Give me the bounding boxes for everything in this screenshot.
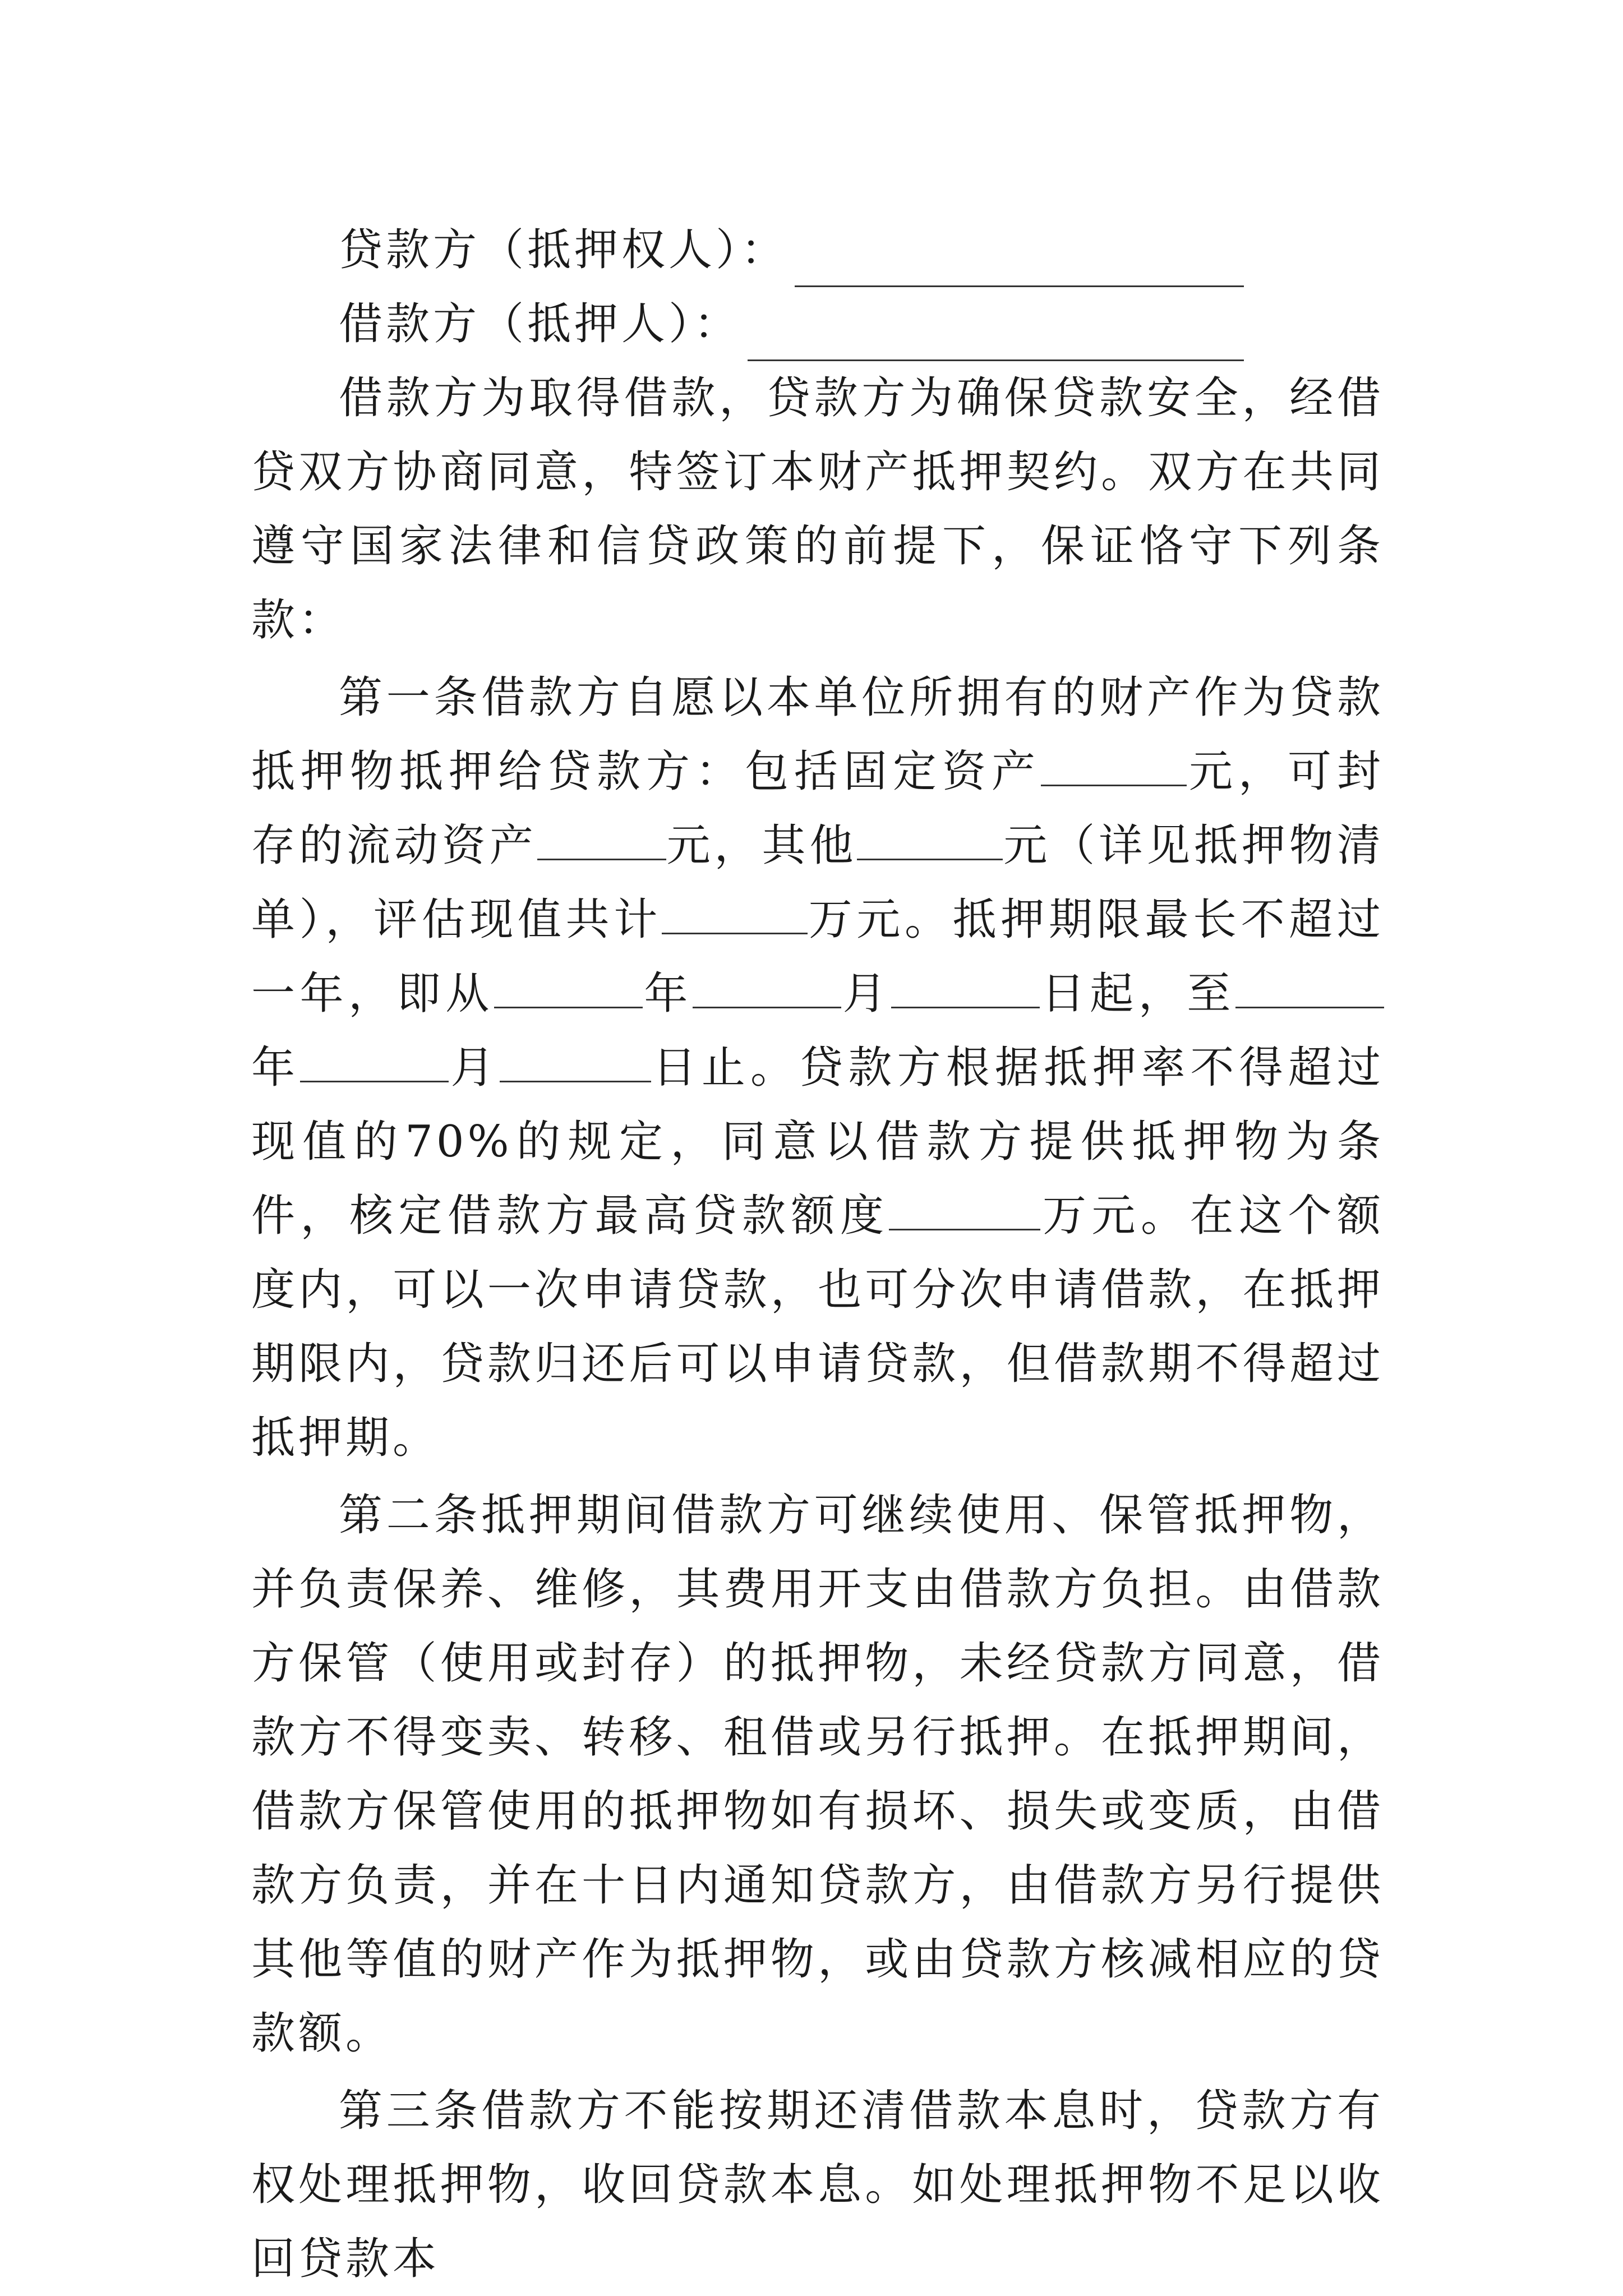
lender-label: 贷款方（抵押权人）： (339, 225, 789, 275)
other-assets-blank (857, 818, 1003, 860)
article-1-text-9: 年 (251, 1043, 301, 1093)
borrower-line (251, 287, 1384, 361)
article-1-text-4: 元（详见抵押物清单），评估现值共计 (251, 820, 1384, 945)
end-month-blank (300, 1040, 449, 1082)
lender-blank (795, 239, 1244, 287)
intro-paragraph: 借款方为取得借款，贷款方为确保贷款安全，经借贷双方协商同意，特签订本财产抵押契约。双方在共同遵守国家法律和信贷政策的前提下，保证恪守下列条款： (251, 373, 1384, 646)
article-1-text-11: 日止。贷款方根据抵押率不得超过现值的70%的规定，同意以借款方提供抵押物为条件，核定借款方最高贷款额度 (251, 1043, 1384, 1241)
start-year-blank (494, 966, 643, 1008)
borrower-label: 借款方（抵押人）： (339, 299, 741, 349)
borrower-blank (748, 313, 1244, 361)
contract-body (251, 213, 1384, 2296)
article-1-text-10: 月 (449, 1043, 500, 1093)
article-2: 第二条抵押期间借款方可继续使用、保管抵押物，并负责保养、维修，其费用开支由借款方负担。由借款方保管（使用或封存）的抵押物，未经贷款方同意，借款方不得变卖、转移、租借或另行抵押。在抵押期间，借款方保管使用的抵押物如有损坏、损失或变质，由借款方负责，并在十日内通知贷款方，由借款方另行提供其他等值的财产作为抵押物，或由贷款方核减相应的贷款额。 (251, 1490, 1384, 2059)
article-1-text-7: 月 (841, 969, 892, 1019)
article-1-text-8: 日起，至 (1040, 969, 1235, 1019)
current-assets-blank (537, 818, 666, 860)
max-loan-blank (889, 1188, 1040, 1230)
end-year-blank (1235, 966, 1384, 1008)
article-1 (251, 661, 1384, 1475)
start-day-blank (891, 966, 1040, 1008)
article-1-text-3: 元，其他 (666, 820, 857, 871)
end-day-blank (500, 1040, 651, 1082)
start-month-blank (693, 966, 841, 1008)
article-1-text-12: 万元。在这个额度内，可以一次申请贷款，也可分次申请借款，在抵押期限内，贷款归还后可以申请贷款，但借款期不得超过抵押期。 (251, 1191, 1384, 1463)
total-value-blank (662, 892, 808, 934)
article-1-text-5: 万元。抵押期限最长不超过一年，即从 (251, 895, 1384, 1019)
article-3: 第三条借款方不能按期还清借款本息时，贷款方有权处理抵押物，收回贷款本息。如处理抵押物不足以收回贷款本 (251, 2086, 1384, 2284)
fixed-assets-blank (1041, 744, 1187, 786)
lender-line (251, 213, 1384, 287)
article-1-text-2: 元，可封存的流动资产 (251, 746, 1384, 871)
article-1-text-6: 年 (642, 969, 693, 1019)
article-1-text-1: 第一条借款方自愿以本单位所拥有的财产作为贷款抵押物抵押给贷款方：包括固定资产 (251, 672, 1384, 797)
